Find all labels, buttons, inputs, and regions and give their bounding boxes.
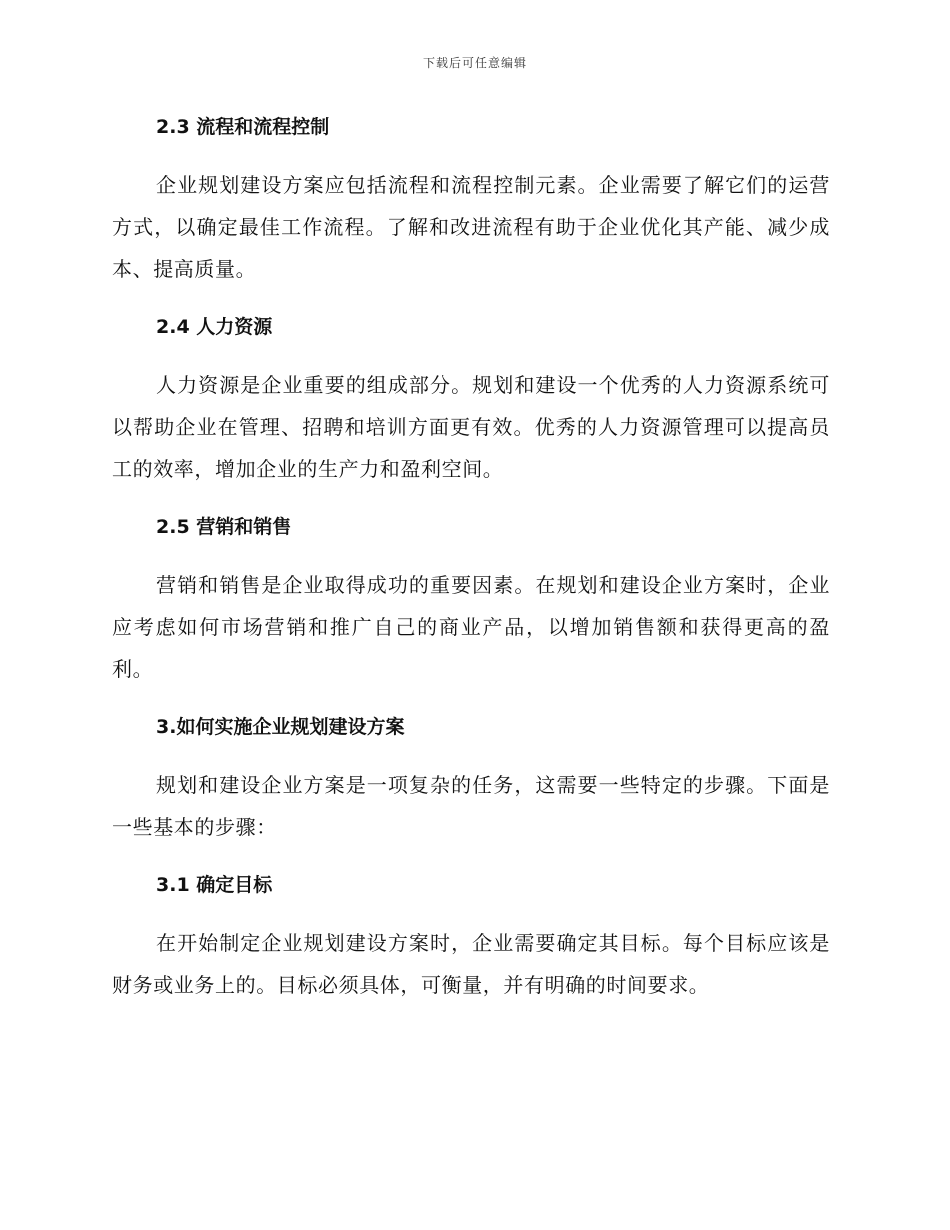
section-paragraph-2-4: 人力资源是企业重要的组成部分。规划和建设一个优秀的人力资源系统可以帮助企业在管理、招聘和培训方面更有效。优秀的人力资源管理可以提高员工的效率，增加企业的生产力和盈利空间。 <box>112 373 830 481</box>
section-paragraph-3: 规划和建设企业方案是一项复杂的任务，这需要一些特定的步骤。下面是一些基本的步骤： <box>112 773 830 839</box>
section-heading-2-4: 2.4 人力资源 <box>156 316 273 338</box>
section-heading-2-5: 2.5 营销和销售 <box>156 516 292 538</box>
section-paragraph-3-1: 在开始制定企业规划建设方案时，企业需要确定其目标。每个目标应该是财务或业务上的。目标必须具体，可衡量，并有明确的时间要求。 <box>112 931 830 997</box>
document-body <box>112 108 830 1024</box>
page-header: 下载后可任意编辑 <box>422 56 527 70</box>
section-heading-2-3: 2.3 流程和流程控制 <box>156 116 330 138</box>
section-heading-3-1: 3.1 确定目标 <box>156 874 273 896</box>
section-paragraph-2-5: 营销和销售是企业取得成功的重要因素。在规划和建设企业方案时，企业应考虑如何市场营销和推广自己的商业产品，以增加销售额和获得更高的盈利。 <box>112 573 830 681</box>
section-paragraph-2-3: 企业规划建设方案应包括流程和流程控制元素。企业需要了解它们的运营方式，以确定最佳工作流程。了解和改进流程有助于企业优化其产能、减少成本、提高质量。 <box>112 173 830 281</box>
section-heading-3: 3.如何实施企业规划建设方案 <box>156 716 405 738</box>
